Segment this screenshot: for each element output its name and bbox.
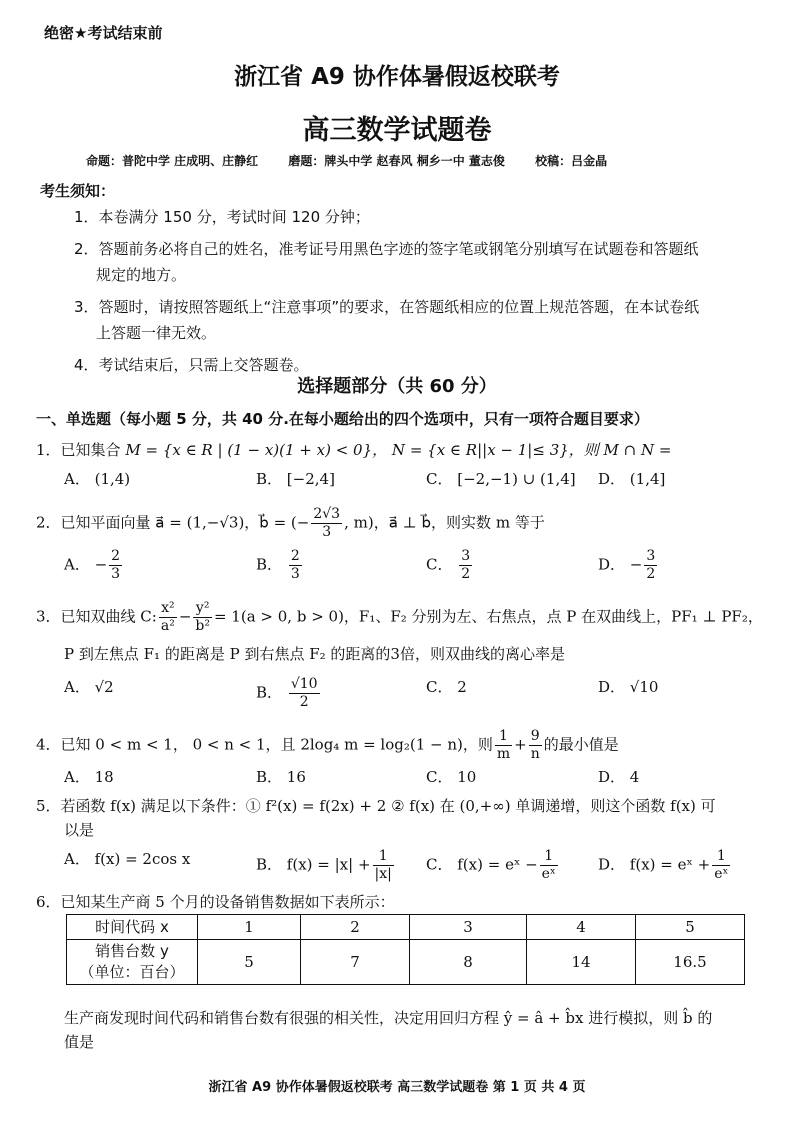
proposer: 命题：普陀中学 庄成明、庄静红 <box>86 154 259 168</box>
q3-option-c: C． 2 <box>426 678 467 696</box>
q3-option-a: A． √2 <box>64 678 114 696</box>
notice-item: 3．答题时，请按照答题纸上“注意事项”的要求，在答题纸相应的位置上规范答题，在本试卷纸 <box>74 298 700 316</box>
confidential-label: 绝密★考试结束前 <box>44 24 163 42</box>
question-4-stem: 4．已知 0 < m < 1， 0 < n < 1，且 2log₄ m = log₂(1 − n)，则 $\frac{1}{m}$ + $\frac{9}{n}$ 的最小值是 <box>36 728 619 762</box>
table-header-y: 销售台数 y （单位：百台） <box>67 940 198 985</box>
table-cell: 5 <box>636 915 745 940</box>
part-instructions: 一、单选题（每小题 5 分，共 40 分.在每小题给出的四个选项中，只有一项符合题目要求） <box>36 410 649 428</box>
notice-heading: 考生须知： <box>40 182 116 200</box>
notice-item: 上答题一律无效。 <box>96 324 217 342</box>
q1-option-d: D． (1,4] <box>598 470 666 488</box>
question-3-options <box>64 676 764 712</box>
question-1-options <box>64 468 764 504</box>
q5-option-a: A． f(x) = 2cos x <box>64 850 191 868</box>
table-row <box>67 915 745 940</box>
section-title: 选择题部分（共 60 分） <box>297 376 497 397</box>
q4-option-a: A． 18 <box>64 768 114 786</box>
notice-item: 2．答题前务必将自己的姓名，准考证号用黑色字迹的签字笔或钢笔分别填写在试题卷和答题纸 <box>74 240 699 258</box>
q4-option-b: B． 16 <box>256 768 306 786</box>
q2-b-fraction: $\frac{2√3}{3}$ <box>313 506 341 540</box>
question-6-stem: 6．已知某生产商 5 个月的设备销售数据如下表所示： <box>36 893 395 911</box>
table-row <box>67 940 745 985</box>
q4-option-d: D． 4 <box>598 768 640 786</box>
q1-set-m: M = {x ∈ R | (1 − x)(1 + x) < 0}， <box>125 441 388 459</box>
q4-tail: 的最小值是 <box>543 735 619 754</box>
question-6-followup-cont: 值是 <box>64 1033 95 1051</box>
table-cell: 4 <box>527 915 636 940</box>
q2-option-c: C． $\frac{3}{2}$ <box>426 548 471 582</box>
question-3-stem-cont: P 到左焦点 F₁ 的距离是 P 到右焦点 F₂ 的距离的3倍，则双曲线的离心率是 <box>64 645 565 663</box>
q2-option-a: A． − $\frac{2}{3}$ <box>64 548 121 582</box>
question-5-stem-cont: 以是 <box>64 821 95 839</box>
q2-tail: , m)，a⃗ ⊥ b⃗，则实数 m 等于 <box>344 513 545 532</box>
q4-lead: 4．已知 0 < m < 1， 0 < n < 1，且 2log₄ m = log₂(1 − n)，则 <box>36 735 493 754</box>
q1-option-a: A． (1,4) <box>64 470 131 488</box>
q3-lead: 3．已知双曲线 C: <box>36 607 157 626</box>
notice-item: 4．考试结束后，只需上交答题卷。 <box>74 356 309 374</box>
q3-option-b: B． $\frac{√10}{2}$ <box>256 676 318 710</box>
table-cell: 16.5 <box>636 940 745 985</box>
sales-table <box>66 914 745 985</box>
notice-item: 1．本卷满分 150 分，考试时间 120 分钟； <box>74 208 370 226</box>
author-line <box>86 152 633 169</box>
proofreader: 校稿：吕金晶 <box>535 154 608 168</box>
q1-option-b: B． [−2,4] <box>256 470 335 488</box>
q2-option-b: B． $\frac{2}{3}$ <box>256 548 300 582</box>
q5-option-c: C． f(x) = eˣ − $\frac{1}{\text{eˣ}}$ <box>426 848 556 882</box>
reviewer: 磨题：牌头中学 赵春风 桐乡一中 董志俊 <box>288 154 505 168</box>
table-cell: 1 <box>198 915 301 940</box>
table-cell: 3 <box>410 915 527 940</box>
question-5-options <box>64 848 764 884</box>
table-cell: 8 <box>410 940 527 985</box>
page-footer: 浙江省 A9 协作体暑假返校联考 高三数学试题卷 第 1 页 共 4 页 <box>208 1080 586 1095</box>
exam-title: 浙江省 A9 协作体暑假返校联考 <box>234 64 560 90</box>
q2-lead: 2．已知平面向量 a⃗ = (1,−√3)，b⃗ = (− <box>36 513 310 532</box>
question-6-followup: 生产商发现时间代码和销售台数有很强的相关性，决定用回归方程 ŷ = â + b̂x 进行模拟，则 b̂ 的 <box>64 1009 713 1027</box>
table-header-x: 时间代码 x <box>67 915 198 940</box>
question-2-options <box>64 548 764 584</box>
question-5-stem: 5．若函数 f(x) 满足以下条件：① f²(x) = f(2x) + 2 ② f(x) 在 (0,+∞) 单调递增，则这个函数 f(x) 可 <box>36 797 716 815</box>
question-1-stem <box>36 438 776 462</box>
paper-title: 高三数学试题卷 <box>302 115 492 146</box>
q5-option-b: B． f(x) = |x| + $\frac{1}{|x|}$ <box>256 848 392 882</box>
question-2-stem <box>36 506 776 541</box>
table-cell: 14 <box>527 940 636 985</box>
q3-mid: = 1(a > 0, b > 0)，F₁、F₂ 分别为左、右焦点，点 P 在双曲线上，PF₁ ⊥ PF₂， <box>213 607 763 626</box>
q3-option-d: D． √10 <box>598 678 659 696</box>
table-cell: 5 <box>198 940 301 985</box>
q1-lead: 1．已知集合 <box>36 441 121 459</box>
q1-option-c: C． [−2,−1) ∪ (1,4] <box>426 470 576 488</box>
q4-option-c: C． 10 <box>426 768 477 786</box>
table-cell: 2 <box>301 915 410 940</box>
q1-set-n: N = {x ∈ R||x − 1|≤ 3}，则 M ∩ N = <box>391 441 672 459</box>
notice-item: 规定的地方。 <box>96 266 187 284</box>
table-cell: 7 <box>301 940 410 985</box>
notice-list <box>74 204 774 378</box>
q2-option-d: D． − $\frac{3}{2}$ <box>598 548 656 582</box>
q5-option-d: D． f(x) = eˣ + $\frac{1}{\text{eˣ}}$ <box>598 848 729 882</box>
question-3-stem: 3．已知双曲线 C: $\frac{\text{x²}}{\text{a²}}$ − $\frac{\text{y²}}{\text{b²}}$ = 1(a > 0, b > 0)，F₁、F₂ 分别为左、右焦点，点 P 在双曲线上，PF₁ ⊥ PF₂， <box>36 600 763 634</box>
